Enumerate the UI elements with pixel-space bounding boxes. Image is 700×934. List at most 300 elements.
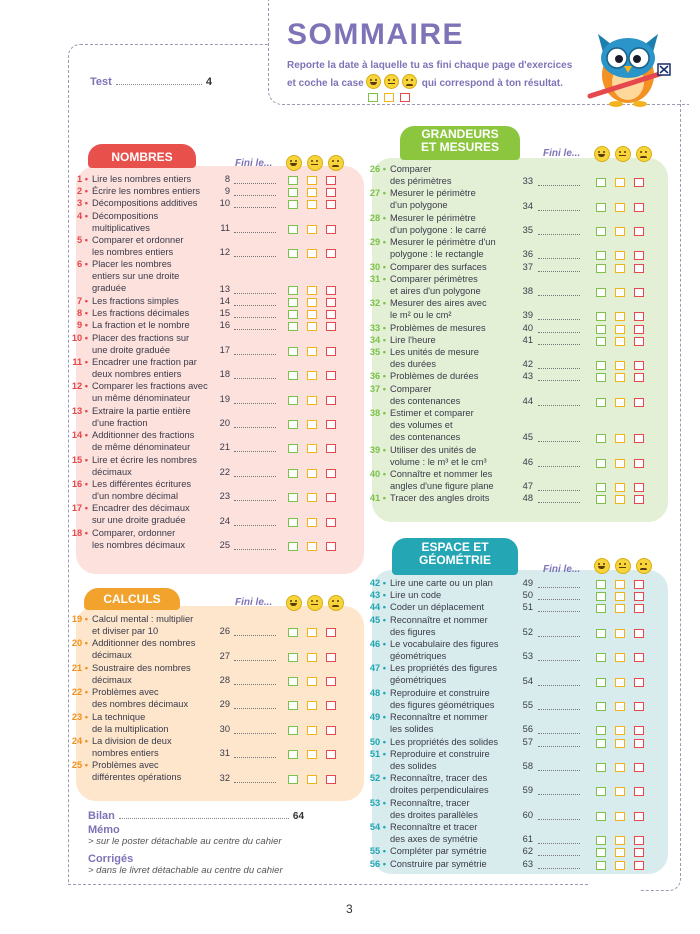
neutral-result-checkbox[interactable] [615, 812, 625, 821]
item-number: 26 • [360, 163, 386, 175]
date-field[interactable] [234, 403, 276, 404]
yellow-checkbox-icon [384, 93, 394, 102]
sad-result-checkbox[interactable] [634, 726, 644, 735]
date-field[interactable] [538, 258, 580, 259]
happy-result-checkbox[interactable] [288, 493, 298, 502]
item-title [92, 613, 193, 637]
result-checkboxes [596, 359, 653, 371]
happy-result-checkbox[interactable] [596, 337, 606, 346]
sad-result-checkbox[interactable] [326, 444, 336, 453]
happy-result-checkbox[interactable] [596, 812, 606, 821]
sad-result-checkbox[interactable] [634, 848, 644, 857]
happy-result-checkbox[interactable] [596, 653, 606, 662]
result-checkboxes [288, 394, 345, 406]
date-field[interactable] [538, 636, 580, 637]
neutral-result-checkbox[interactable] [615, 337, 625, 346]
neutral-face-icon [615, 146, 631, 162]
happy-result-checkbox[interactable] [596, 459, 606, 468]
happy-result-checkbox[interactable] [288, 225, 298, 234]
date-field[interactable] [538, 271, 580, 272]
date-field[interactable] [538, 319, 580, 320]
item-number: 9 • [62, 319, 88, 331]
date-field[interactable] [538, 587, 580, 588]
date-field[interactable] [234, 354, 276, 355]
happy-result-checkbox[interactable] [596, 251, 606, 260]
item-title-line: Coder un déplacement [390, 602, 485, 613]
date-field[interactable] [234, 329, 276, 330]
sad-result-checkbox[interactable] [634, 861, 644, 870]
date-field[interactable] [234, 207, 276, 208]
item-title-line: Calcul mental : multiplier [92, 614, 194, 624]
sad-result-checkbox[interactable] [634, 495, 644, 504]
sad-result-checkbox[interactable] [634, 459, 644, 468]
happy-result-checkbox[interactable] [596, 726, 606, 735]
date-field[interactable] [538, 843, 580, 844]
item-title [92, 454, 197, 478]
neutral-result-checkbox[interactable] [615, 861, 625, 870]
item-title [390, 662, 497, 686]
date-field[interactable] [234, 317, 276, 318]
sad-result-checkbox[interactable] [326, 750, 336, 759]
happy-result-checkbox[interactable] [596, 361, 606, 370]
happy-result-checkbox[interactable] [596, 398, 606, 407]
sad-result-checkbox[interactable] [326, 225, 336, 234]
sad-result-checkbox[interactable] [634, 592, 644, 601]
happy-result-checkbox[interactable] [596, 483, 606, 492]
table-row [62, 686, 362, 710]
neutral-result-checkbox[interactable] [615, 483, 625, 492]
neutral-result-checkbox[interactable] [307, 677, 317, 686]
date-field[interactable] [538, 368, 580, 369]
fini-label-calculs: Fini le... [235, 597, 273, 608]
happy-result-checkbox[interactable] [596, 312, 606, 321]
item-title [390, 638, 499, 662]
date-field[interactable] [234, 500, 276, 501]
neutral-result-checkbox[interactable] [307, 750, 317, 759]
neutral-result-checkbox[interactable] [615, 227, 625, 236]
neutral-result-checkbox[interactable] [307, 322, 317, 331]
happy-result-checkbox[interactable] [596, 604, 606, 613]
sad-result-checkbox[interactable] [634, 251, 644, 260]
date-field[interactable] [234, 232, 276, 233]
item-title [390, 407, 474, 443]
date-field[interactable] [234, 293, 276, 294]
sad-result-checkbox[interactable] [326, 249, 336, 258]
sad-result-checkbox[interactable] [634, 288, 644, 297]
item-number: 11 • [62, 356, 88, 368]
date-field[interactable] [234, 476, 276, 477]
sad-result-checkbox[interactable] [326, 310, 336, 319]
happy-result-checkbox[interactable] [288, 701, 298, 710]
item-number: 10 • [62, 332, 88, 344]
neutral-result-checkbox[interactable] [307, 420, 317, 429]
happy-result-checkbox[interactable] [596, 434, 606, 443]
table-row [62, 637, 362, 661]
date-field[interactable] [234, 451, 276, 452]
happy-result-checkbox[interactable] [596, 739, 606, 748]
item-title [92, 210, 158, 234]
happy-result-checkbox[interactable] [288, 286, 298, 295]
happy-result-checkbox[interactable] [288, 628, 298, 637]
neutral-result-checkbox[interactable] [615, 580, 625, 589]
date-field[interactable] [234, 305, 276, 306]
date-field[interactable] [538, 660, 580, 661]
date-field[interactable] [234, 256, 276, 257]
sad-result-checkbox[interactable] [634, 580, 644, 589]
item-page: 40 [522, 322, 533, 333]
sad-result-checkbox[interactable] [326, 775, 336, 784]
sad-result-checkbox[interactable] [326, 188, 336, 197]
item-title [92, 332, 189, 356]
happy-result-checkbox[interactable] [288, 176, 298, 185]
neutral-result-checkbox[interactable] [307, 298, 317, 307]
sad-result-checkbox[interactable] [634, 178, 644, 187]
happy-result-checkbox[interactable] [288, 726, 298, 735]
neutral-result-checkbox[interactable] [307, 347, 317, 356]
sad-result-checkbox[interactable] [634, 227, 644, 236]
table-row [360, 638, 660, 662]
happy-result-checkbox[interactable] [288, 200, 298, 209]
sad-result-checkbox[interactable] [634, 361, 644, 370]
neutral-result-checkbox[interactable] [615, 251, 625, 260]
table-row [360, 370, 660, 382]
date-field[interactable] [234, 684, 276, 685]
date-field[interactable] [538, 405, 580, 406]
item-title-line: les solides [390, 724, 434, 735]
item-title-line: Reconnaître, tracer des [390, 773, 488, 784]
sad-result-checkbox[interactable] [326, 298, 336, 307]
item-title-line: Problèmes de mesures [390, 322, 486, 333]
neutral-result-checkbox[interactable] [307, 726, 317, 735]
sad-result-checkbox[interactable] [326, 493, 336, 502]
item-title-line: différentes opérations [92, 772, 182, 783]
happy-result-checkbox[interactable] [596, 288, 606, 297]
sad-result-checkbox[interactable] [634, 629, 644, 638]
happy-result-checkbox[interactable] [288, 542, 298, 551]
happy-result-checkbox[interactable] [288, 298, 298, 307]
neutral-result-checkbox[interactable] [307, 176, 317, 185]
item-title [390, 468, 494, 492]
result-checkboxes [288, 540, 345, 552]
happy-result-checkbox[interactable] [288, 444, 298, 453]
date-field[interactable] [538, 380, 580, 381]
date-field[interactable] [234, 183, 276, 184]
date-field[interactable] [234, 660, 276, 661]
result-checkboxes [596, 676, 653, 688]
item-title [92, 502, 190, 526]
happy-result-checkbox[interactable] [288, 750, 298, 759]
sad-result-checkbox[interactable] [634, 203, 644, 212]
corriges-label: Corrigés [88, 853, 134, 865]
happy-result-checkbox[interactable] [288, 347, 298, 356]
happy-result-checkbox[interactable] [596, 702, 606, 711]
date-field[interactable] [234, 427, 276, 428]
happy-result-checkbox[interactable] [596, 848, 606, 857]
sad-result-checkbox[interactable] [634, 434, 644, 443]
neutral-result-checkbox[interactable] [615, 604, 625, 613]
neutral-result-checkbox[interactable] [615, 434, 625, 443]
neutral-result-checkbox[interactable] [615, 848, 625, 857]
sad-result-checkbox[interactable] [326, 322, 336, 331]
result-checkboxes [596, 810, 653, 822]
neutral-result-checkbox[interactable] [615, 726, 625, 735]
item-title [390, 273, 481, 297]
item-title [390, 383, 460, 407]
neutral-result-checkbox[interactable] [307, 444, 317, 453]
sad-result-checkbox[interactable] [634, 763, 644, 772]
item-title-line: Mesurer des aires avec [390, 298, 487, 309]
date-field[interactable] [538, 855, 580, 856]
date-field[interactable] [538, 234, 580, 235]
sad-result-checkbox[interactable] [634, 325, 644, 334]
date-field[interactable] [234, 708, 276, 709]
item-number: 16 • [62, 478, 88, 490]
date-field[interactable] [538, 868, 580, 869]
sad-result-checkbox[interactable] [326, 200, 336, 209]
item-number: 5 • [62, 234, 88, 246]
result-checkboxes [288, 186, 345, 198]
date-field[interactable] [538, 733, 580, 734]
happy-result-checkbox[interactable] [596, 264, 606, 273]
item-title [390, 492, 489, 504]
happy-result-checkbox[interactable] [596, 203, 606, 212]
happy-result-checkbox[interactable] [596, 178, 606, 187]
neutral-result-checkbox[interactable] [615, 361, 625, 370]
bilan-entry [88, 810, 304, 822]
item-page: 38 [522, 285, 533, 296]
happy-result-checkbox[interactable] [596, 678, 606, 687]
happy-result-checkbox[interactable] [596, 787, 606, 796]
happy-result-checkbox[interactable] [596, 580, 606, 589]
item-title [390, 797, 478, 821]
date-field[interactable] [538, 709, 580, 710]
neutral-result-checkbox[interactable] [307, 701, 317, 710]
sad-result-checkbox[interactable] [326, 420, 336, 429]
item-page: 57 [522, 736, 533, 747]
result-checkboxes [596, 785, 653, 797]
neutral-result-checkbox[interactable] [615, 678, 625, 687]
neutral-result-checkbox[interactable] [307, 396, 317, 405]
happy-result-checkbox[interactable] [288, 677, 298, 686]
happy-result-checkbox[interactable] [288, 310, 298, 319]
neutral-result-checkbox[interactable] [307, 493, 317, 502]
happy-result-checkbox[interactable] [596, 592, 606, 601]
date-field[interactable] [538, 794, 580, 795]
date-field[interactable] [234, 782, 276, 783]
date-field[interactable] [234, 195, 276, 196]
neutral-result-checkbox[interactable] [307, 200, 317, 209]
neutral-result-checkbox[interactable] [615, 495, 625, 504]
happy-result-checkbox[interactable] [596, 763, 606, 772]
happy-result-checkbox[interactable] [288, 653, 298, 662]
neutral-result-checkbox[interactable] [615, 264, 625, 273]
happy-result-checkbox[interactable] [596, 325, 606, 334]
sad-result-checkbox[interactable] [634, 483, 644, 492]
happy-result-checkbox[interactable] [596, 227, 606, 236]
neutral-result-checkbox[interactable] [307, 653, 317, 662]
happy-result-checkbox[interactable] [596, 373, 606, 382]
item-number: 39 • [360, 444, 386, 456]
date-field[interactable] [538, 332, 580, 333]
date-field[interactable] [234, 757, 276, 758]
item-title-line: Connaître et nommer les [390, 469, 493, 479]
neutral-result-checkbox[interactable] [615, 312, 625, 321]
happy-result-checkbox[interactable] [288, 775, 298, 784]
item-title [390, 322, 486, 334]
intro-checkboxes [368, 89, 416, 107]
neutral-result-checkbox[interactable] [307, 310, 317, 319]
neutral-result-checkbox[interactable] [615, 459, 625, 468]
sad-result-checkbox[interactable] [634, 653, 644, 662]
sad-result-checkbox[interactable] [326, 469, 336, 478]
sad-result-checkbox[interactable] [634, 702, 644, 711]
happy-result-checkbox[interactable] [596, 836, 606, 845]
item-title-line: les nombres entiers [92, 247, 174, 257]
happy-result-checkbox[interactable] [288, 420, 298, 429]
sad-result-checkbox[interactable] [634, 678, 644, 687]
result-checkboxes [288, 773, 345, 785]
date-field[interactable] [538, 685, 580, 686]
neutral-result-checkbox[interactable] [615, 592, 625, 601]
happy-result-checkbox[interactable] [288, 518, 298, 527]
date-field[interactable] [538, 819, 580, 820]
sad-result-checkbox[interactable] [326, 518, 336, 527]
happy-result-checkbox[interactable] [288, 396, 298, 405]
sad-result-checkbox[interactable] [634, 337, 644, 346]
item-page: 14 [219, 296, 230, 306]
neutral-result-checkbox[interactable] [307, 518, 317, 527]
date-field[interactable] [538, 210, 580, 211]
sad-result-checkbox[interactable] [634, 398, 644, 407]
neutral-result-checkbox[interactable] [615, 702, 625, 711]
happy-result-checkbox[interactable] [288, 322, 298, 331]
sad-result-checkbox[interactable] [634, 264, 644, 273]
item-title-line: des volumes et [390, 420, 453, 430]
item-number: 15 • [62, 454, 88, 466]
sad-result-checkbox[interactable] [634, 836, 644, 845]
happy-result-checkbox[interactable] [288, 371, 298, 380]
happy-result-checkbox[interactable] [596, 629, 606, 638]
neutral-result-checkbox[interactable] [307, 628, 317, 637]
date-field[interactable] [234, 378, 276, 379]
table-row [360, 736, 660, 748]
item-title-line: Lire un code [390, 590, 442, 601]
item-title-line: Lire une carte ou un plan [390, 578, 493, 588]
sad-result-checkbox[interactable] [634, 312, 644, 321]
sad-result-checkbox[interactable] [326, 628, 336, 637]
neutral-result-checkbox[interactable] [307, 775, 317, 784]
intro-text-line1: Reporte la date à laquelle tu as fini chaque page d'exercices [287, 60, 573, 71]
sad-result-checkbox[interactable] [326, 653, 336, 662]
result-checkboxes [596, 602, 653, 614]
sad-result-checkbox[interactable] [326, 677, 336, 686]
item-title-line: Problèmes avec [92, 760, 159, 771]
item-number: 32 • [360, 297, 386, 309]
sad-result-checkbox[interactable] [634, 373, 644, 382]
sad-result-checkbox[interactable] [326, 701, 336, 710]
item-title-line: Les propriétés des figures [390, 663, 497, 674]
sad-result-checkbox[interactable] [634, 604, 644, 613]
tag-grandeurs-line1: GRANDEURS [421, 127, 499, 141]
sad-result-checkbox[interactable] [634, 812, 644, 821]
neutral-result-checkbox[interactable] [615, 373, 625, 382]
date-field[interactable] [234, 525, 276, 526]
neutral-result-checkbox[interactable] [307, 249, 317, 258]
happy-result-checkbox[interactable] [288, 249, 298, 258]
neutral-result-checkbox[interactable] [307, 225, 317, 234]
neutral-result-checkbox[interactable] [307, 542, 317, 551]
date-field[interactable] [538, 295, 580, 296]
neutral-face-icon [615, 558, 631, 574]
neutral-result-checkbox[interactable] [307, 371, 317, 380]
sad-result-checkbox[interactable] [634, 739, 644, 748]
neutral-result-checkbox[interactable] [307, 469, 317, 478]
item-number: 36 • [360, 370, 386, 382]
sad-result-checkbox[interactable] [326, 396, 336, 405]
happy-result-checkbox[interactable] [596, 861, 606, 870]
date-field[interactable] [538, 502, 580, 503]
neutral-result-checkbox[interactable] [615, 203, 625, 212]
neutral-result-checkbox[interactable] [615, 836, 625, 845]
date-field[interactable] [538, 185, 580, 186]
happy-result-checkbox[interactable] [288, 188, 298, 197]
date-field[interactable] [538, 599, 580, 600]
date-field[interactable] [538, 490, 580, 491]
date-field[interactable] [234, 733, 276, 734]
sad-result-checkbox[interactable] [326, 286, 336, 295]
sad-result-checkbox[interactable] [326, 371, 336, 380]
item-title-line: polygone : le rectangle [390, 249, 484, 260]
date-field[interactable] [538, 770, 580, 771]
neutral-result-checkbox[interactable] [307, 188, 317, 197]
neutral-result-checkbox[interactable] [615, 787, 625, 796]
item-title [390, 748, 490, 772]
date-field[interactable] [538, 611, 580, 612]
tag-nombres: NOMBRES [88, 144, 196, 168]
sad-result-checkbox[interactable] [326, 542, 336, 551]
neutral-result-checkbox[interactable] [615, 629, 625, 638]
neutral-result-checkbox[interactable] [615, 178, 625, 187]
date-field[interactable] [538, 746, 580, 747]
neutral-result-checkbox[interactable] [307, 286, 317, 295]
item-number: 33 • [360, 322, 386, 334]
sad-result-checkbox[interactable] [326, 726, 336, 735]
table-row [360, 821, 660, 845]
item-title-line: Encadrer des décimaux [92, 503, 190, 514]
item-title-line: Lire les nombres entiers [92, 174, 192, 184]
happy-result-checkbox[interactable] [288, 469, 298, 478]
happy-result-checkbox[interactable] [596, 495, 606, 504]
neutral-result-checkbox[interactable] [615, 398, 625, 407]
date-field[interactable] [538, 344, 580, 345]
table-row [360, 711, 660, 735]
neutral-result-checkbox[interactable] [615, 653, 625, 662]
neutral-result-checkbox[interactable] [615, 325, 625, 334]
date-field[interactable] [234, 549, 276, 550]
item-title [390, 236, 496, 260]
neutral-result-checkbox[interactable] [615, 763, 625, 772]
date-field[interactable] [538, 441, 580, 442]
item-number: 23 • [62, 711, 88, 723]
sad-result-checkbox[interactable] [326, 347, 336, 356]
neutral-result-checkbox[interactable] [615, 288, 625, 297]
neutral-result-checkbox[interactable] [615, 739, 625, 748]
date-field[interactable] [234, 635, 276, 636]
table-row [62, 332, 362, 356]
sad-result-checkbox[interactable] [634, 787, 644, 796]
date-field[interactable] [538, 466, 580, 467]
sad-result-checkbox[interactable] [326, 176, 336, 185]
